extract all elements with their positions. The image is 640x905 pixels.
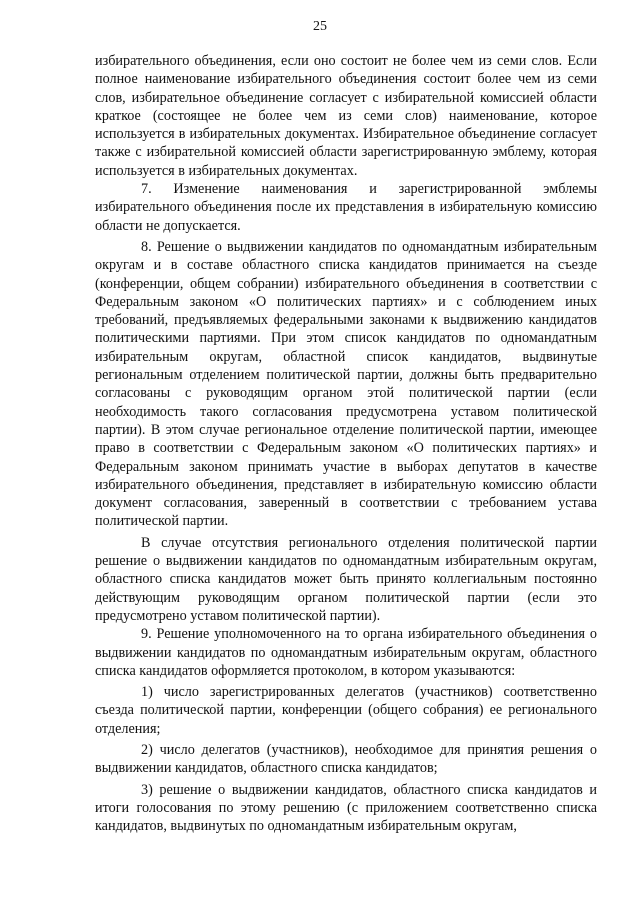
paragraph-8-absence-case: В случае отсутствия регионального отделения политической партии решение о выдвижении кандидатов по одномандатным избирательным округам, областного списка кандидатов может быть принято коллегиальным постоянно действующим руководящим органом политической партии (если это предусмотрено уставом политической партии).	[95, 534, 597, 624]
paragraph-9: 9. Решение уполномоченного на то органа избирательного объединения о выдвижении кандидатов по одномандатным избирательным округам, областного списка кандидатов оформляется протоколом, в котором указываются:	[95, 626, 597, 679]
paragraph-9-item-3: 3) решение о выдвижении кандидатов, областного списка кандидатов и итоги голосования по этому решению (с приложением соответственно списка кандидатов, выдвинутых по одномандатным избирательным округам,	[95, 781, 597, 835]
paragraph-9-item-1: 1) число зарегистрированных делегатов (участников) соответственно съезда политической партии, конференции (общего собрания) ее регионального отделения;	[95, 684, 597, 737]
paragraph-continuation: избирательного объединения, если оно состоит не более чем из семи слов. Если полное наименование избирательного объединения состоит более чем из семи слов, избирательное объединение согласует с избирательной комиссией области краткое (состоящее не более чем из семи слов) наименование, которое используется в избирательных документах. Избирательное объединение согласует также с избирательной комиссией области зарегистрированную эмблему, которая используется в избирательных документах.	[95, 53, 597, 179]
page-number: 25	[313, 19, 327, 34]
paragraph-8: 8. Решение о выдвижении кандидатов по одномандатным избирательным округам и в составе областного списка кандидатов принимается на съезде (конференции, общем собрании) избирательного объединения в соответствии с Федеральным законом «О политических партиях» и с соблюдением иных требований, предъявляемых федеральными законами к выдвижению кандидатов политическими партиями. При этом список кандидатов по одномандатным избирательным округам, областной список кандидатов, выдвинутые региональным отделением политической партии, должны быть предварительно согласованы с руководящим органом этой политической партии (если необходимость такого согласования предусмотрена уставом политической партии). В этом случае региональное отделение политической партии, имеющее право в соответствии с Федеральным законом «О политических партиях» и Федеральным законом принимать участие в выборах депутатов в качестве избирательного объединения, представляет в избирательную комиссию области документ согласования, заверенный в соответствии с требованием устава политической партии.	[95, 238, 597, 530]
paragraph-7: 7. Изменение наименования и зарегистрированной эмблемы избирательного объединения после их представления в избирательную комиссию области не допускается.	[95, 181, 597, 234]
paragraph-9-item-2: 2) число делегатов (участников), необходимое для принятия решения о выдвижении кандидатов, областного списка кандидатов;	[95, 741, 597, 777]
document-body	[95, 52, 597, 835]
